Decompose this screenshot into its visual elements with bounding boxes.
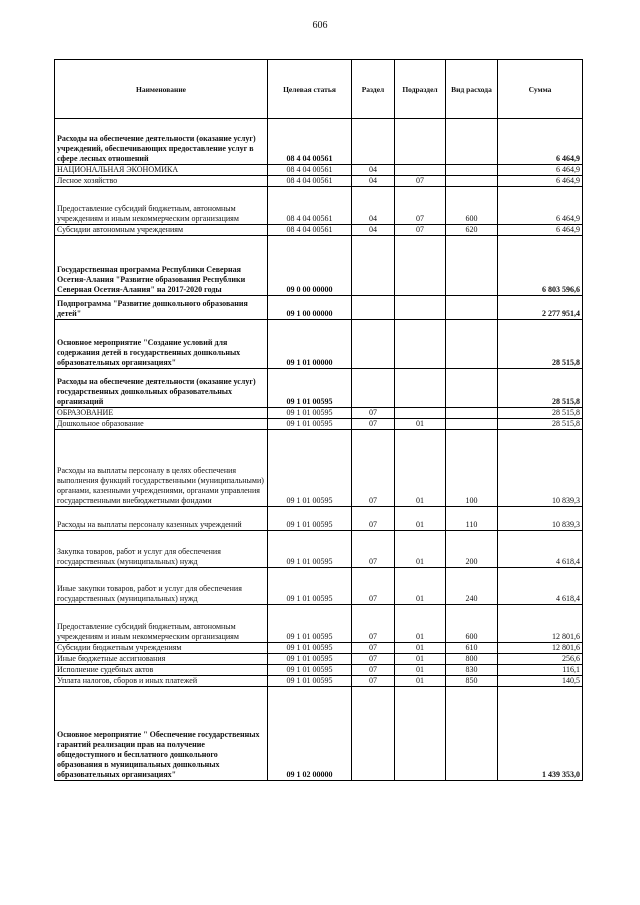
table-header-row (55, 60, 583, 119)
row-name: Субсидии бюджетным учреждениям (55, 643, 268, 654)
row-code: 09 1 01 00595 (268, 654, 352, 665)
budget-table (54, 59, 583, 781)
row-podrazdel: 01 (395, 676, 446, 687)
row-podrazdel (395, 408, 446, 419)
row-name: Расходы на выплаты персоналу казенных учреждений (55, 507, 268, 531)
row-code: 08 4 04 00561 (268, 225, 352, 236)
row-razdel (352, 320, 395, 369)
row-podrazdel (395, 119, 446, 165)
row-sum: 140,5 (498, 676, 583, 687)
table-row (55, 236, 583, 296)
row-podrazdel: 07 (395, 187, 446, 225)
row-vid: 830 (446, 665, 498, 676)
row-podrazdel: 01 (395, 568, 446, 605)
row-podrazdel: 07 (395, 225, 446, 236)
row-vid: 800 (446, 654, 498, 665)
row-code: 09 1 01 00595 (268, 568, 352, 605)
row-name: Государственная программа Республики Северная Осетия-Алания "Развитие образования Республики Северная Осетия-Алания" на 2017-2020 годы (55, 236, 268, 296)
row-name: Расходы на обеспечение деятельности (оказание услуг) государственных дошкольных образовательных организаций (55, 369, 268, 408)
row-name: Расходы на обеспечение деятельности (оказание услуг) учреждений, обеспечивающих предоставление услуг в сфере лесных отношений (55, 119, 268, 165)
row-code: 09 1 01 00595 (268, 605, 352, 643)
row-code: 08 4 04 00561 (268, 187, 352, 225)
row-razdel: 07 (352, 676, 395, 687)
row-code: 09 1 01 00595 (268, 408, 352, 419)
table-row (55, 419, 583, 430)
row-code: 09 1 00 00000 (268, 296, 352, 320)
row-code: 09 1 01 00595 (268, 531, 352, 568)
row-podrazdel (395, 687, 446, 781)
table-body (55, 119, 583, 781)
row-razdel: 04 (352, 187, 395, 225)
row-podrazdel (395, 296, 446, 320)
row-sum: 6 803 596,6 (498, 236, 583, 296)
row-name: Лесное хозяйство (55, 176, 268, 187)
row-vid (446, 369, 498, 408)
row-code: 09 1 01 00595 (268, 369, 352, 408)
row-vid (446, 687, 498, 781)
row-sum: 28 515,8 (498, 408, 583, 419)
row-razdel: 07 (352, 419, 395, 430)
row-razdel (352, 236, 395, 296)
row-sum: 10 839,3 (498, 430, 583, 507)
table-row (55, 369, 583, 408)
row-sum: 28 515,8 (498, 369, 583, 408)
row-podrazdel (395, 165, 446, 176)
row-podrazdel: 07 (395, 176, 446, 187)
row-sum: 6 464,9 (498, 176, 583, 187)
row-code: 08 4 04 00561 (268, 165, 352, 176)
row-vid: 200 (446, 531, 498, 568)
row-sum: 12 801,6 (498, 643, 583, 654)
row-vid (446, 165, 498, 176)
row-sum: 12 801,6 (498, 605, 583, 643)
table-row (55, 430, 583, 507)
row-code: 09 1 02 00000 (268, 687, 352, 781)
row-razdel: 04 (352, 165, 395, 176)
row-podrazdel: 01 (395, 605, 446, 643)
row-sum: 4 618,4 (498, 568, 583, 605)
row-name: Предоставление субсидий бюджетным, автономным учреждениям и иным некоммерческим организациям (55, 605, 268, 643)
table-row (55, 676, 583, 687)
row-razdel: 04 (352, 225, 395, 236)
row-podrazdel: 01 (395, 531, 446, 568)
row-sum: 6 464,9 (498, 187, 583, 225)
row-vid: 610 (446, 643, 498, 654)
row-podrazdel: 01 (395, 654, 446, 665)
table-row (55, 225, 583, 236)
row-podrazdel: 01 (395, 643, 446, 654)
row-vid (446, 320, 498, 369)
row-razdel (352, 369, 395, 408)
row-vid (446, 176, 498, 187)
row-name: Исполнение судебных актов (55, 665, 268, 676)
row-podrazdel (395, 236, 446, 296)
row-razdel: 07 (352, 568, 395, 605)
row-razdel: 07 (352, 531, 395, 568)
table-row (55, 296, 583, 320)
table-row (55, 687, 583, 781)
row-name: Основное мероприятие " Обеспечение государственных гарантий реализации прав на получение общедоступного и бесплатного дошкольного образования в муниципальных дошкольных образовательных организациях" (55, 687, 268, 781)
row-podrazdel: 01 (395, 419, 446, 430)
row-razdel: 07 (352, 643, 395, 654)
header-name: Наименование (55, 60, 268, 119)
row-razdel: 07 (352, 665, 395, 676)
row-vid (446, 236, 498, 296)
row-sum: 2 277 951,4 (498, 296, 583, 320)
row-sum: 6 464,9 (498, 165, 583, 176)
row-razdel: 07 (352, 507, 395, 531)
row-razdel (352, 119, 395, 165)
row-vid: 620 (446, 225, 498, 236)
row-name: Иные закупки товаров, работ и услуг для обеспечения государственных (муниципальных) нужд (55, 568, 268, 605)
table-row (55, 507, 583, 531)
row-sum: 256,6 (498, 654, 583, 665)
row-name: Расходы на выплаты персоналу в целях обеспечения выполнения функций государственными (муниципальными) органами, казенными учреждениями, органами управления государственными внебюджетными фондами (55, 430, 268, 507)
row-vid (446, 296, 498, 320)
table-row (55, 665, 583, 676)
row-code: 09 0 00 00000 (268, 236, 352, 296)
header-code: Целевая статья (268, 60, 352, 119)
row-sum: 1 439 353,0 (498, 687, 583, 781)
table-row (55, 531, 583, 568)
header-sum: Сумма (498, 60, 583, 119)
table-row (55, 605, 583, 643)
row-code: 09 1 01 00595 (268, 419, 352, 430)
row-name: Закупка товаров, работ и услуг для обеспечения государственных (муниципальных) нужд (55, 531, 268, 568)
row-vid (446, 408, 498, 419)
table-row (55, 320, 583, 369)
row-podrazdel: 01 (395, 430, 446, 507)
row-code: 09 1 01 00595 (268, 665, 352, 676)
table-row (55, 119, 583, 165)
header-podrazdel: Подраздел (395, 60, 446, 119)
row-vid: 600 (446, 605, 498, 643)
row-name: Основное мероприятие "Создание условий для содержания детей в государственных дошкольных образовательных организациях" (55, 320, 268, 369)
row-razdel: 07 (352, 654, 395, 665)
row-podrazdel: 01 (395, 665, 446, 676)
row-vid: 600 (446, 187, 498, 225)
row-razdel (352, 687, 395, 781)
row-sum: 10 839,3 (498, 507, 583, 531)
row-code: 08 4 04 00561 (268, 176, 352, 187)
table-row (55, 176, 583, 187)
page-number: 606 (312, 20, 328, 31)
table-row (55, 408, 583, 419)
row-vid (446, 119, 498, 165)
row-vid (446, 419, 498, 430)
row-name: Дошкольное образование (55, 419, 268, 430)
row-vid: 850 (446, 676, 498, 687)
table-row (55, 643, 583, 654)
row-sum: 4 618,4 (498, 531, 583, 568)
row-razdel: 07 (352, 408, 395, 419)
header-razdel: Раздел (352, 60, 395, 119)
row-code: 09 1 01 00000 (268, 320, 352, 369)
row-code: 09 1 01 00595 (268, 507, 352, 531)
table-row (55, 187, 583, 225)
row-podrazdel: 01 (395, 507, 446, 531)
row-sum: 6 464,9 (498, 119, 583, 165)
row-sum: 28 515,8 (498, 320, 583, 369)
row-razdel: 04 (352, 176, 395, 187)
row-vid: 240 (446, 568, 498, 605)
row-sum: 6 464,9 (498, 225, 583, 236)
row-vid: 110 (446, 507, 498, 531)
row-podrazdel (395, 320, 446, 369)
row-name: Подпрограмма "Развитие дошкольного образования детей" (55, 296, 268, 320)
row-name: НАЦИОНАЛЬНАЯ ЭКОНОМИКА (55, 165, 268, 176)
row-code: 09 1 01 00595 (268, 676, 352, 687)
header-vid: Вид расхода (446, 60, 498, 119)
table-row (55, 654, 583, 665)
row-name: Субсидии автономным учреждениям (55, 225, 268, 236)
row-sum: 116,1 (498, 665, 583, 676)
row-razdel (352, 296, 395, 320)
row-name: Предоставление субсидий бюджетным, автономным учреждениям и иным некоммерческим организациям (55, 187, 268, 225)
row-name: ОБРАЗОВАНИЕ (55, 408, 268, 419)
row-podrazdel (395, 369, 446, 408)
table-row (55, 568, 583, 605)
row-razdel: 07 (352, 430, 395, 507)
row-code: 09 1 01 00595 (268, 430, 352, 507)
row-name: Иные бюджетные ассигнования (55, 654, 268, 665)
row-code: 09 1 01 00595 (268, 643, 352, 654)
table-row (55, 165, 583, 176)
row-name: Уплата налогов, сборов и иных платежей (55, 676, 268, 687)
row-code: 08 4 04 00561 (268, 119, 352, 165)
row-razdel: 07 (352, 605, 395, 643)
row-vid: 100 (446, 430, 498, 507)
row-sum: 28 515,8 (498, 419, 583, 430)
